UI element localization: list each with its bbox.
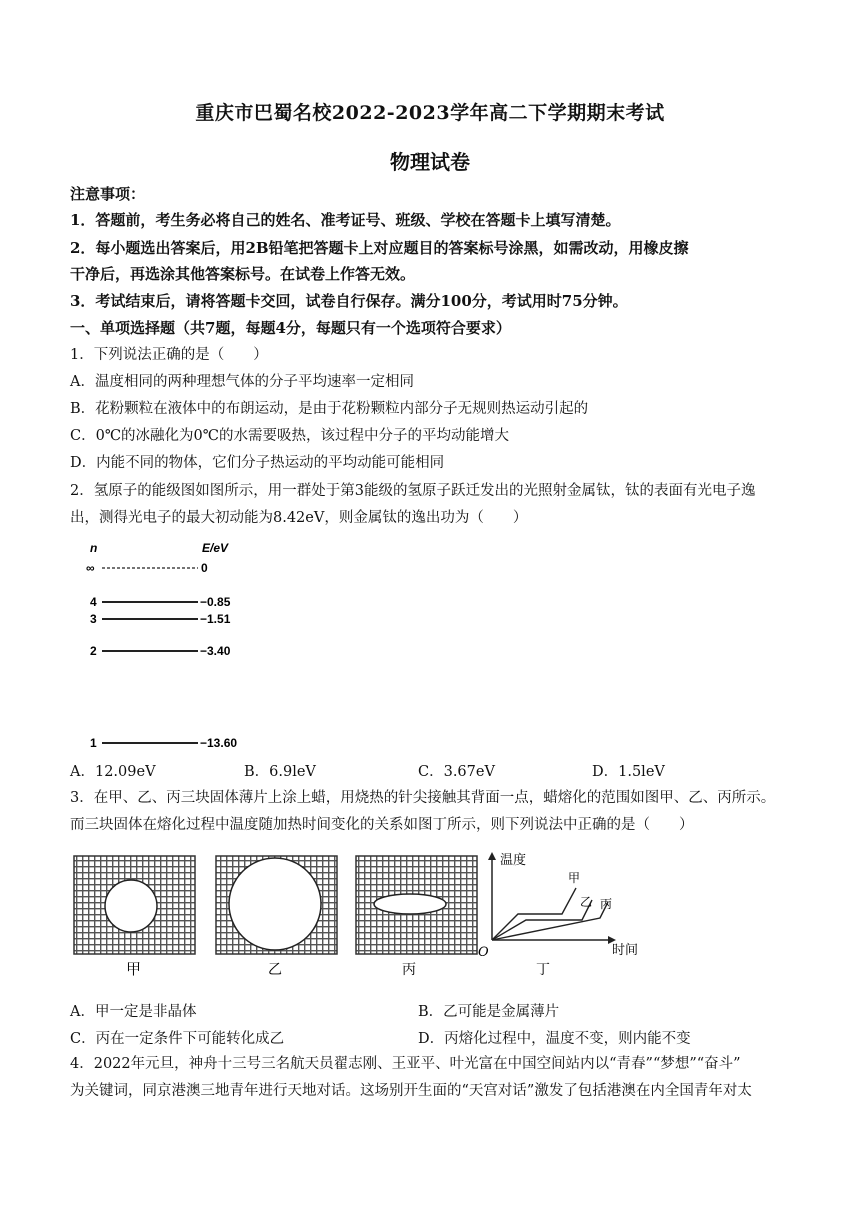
level-n-2: 2 (90, 644, 97, 658)
curve-yi (492, 900, 592, 940)
q2-stem-2: 出，测得光电子的最大初动能为8.42eV，则金属钛的逸出功为（ ） (70, 510, 528, 526)
q2-option-c: C．3.67eV (418, 764, 495, 780)
level-n-inf: ∞ (86, 561, 95, 575)
q2-option-a: A．12.09eV (70, 764, 156, 780)
fig-label-jia: 甲 (126, 960, 142, 978)
note-item-3: 3．考试结束后，请将答题卡交回，试卷自行保存。满分100分，考试用时75分钟。 (70, 292, 628, 310)
exam-subtitle: 物理试卷 (390, 150, 470, 174)
y-axis-arrow-icon (488, 852, 496, 860)
fig-label-bing: 丙 (402, 962, 416, 978)
q4-line-1: 4．2022年元旦，神舟十三号三名航天员翟志刚、王亚平、叶光富在中国空间站内以“青春”“梦想”“奋斗” (70, 1056, 741, 1072)
figure-ding-graph (478, 852, 638, 978)
graph-x-label: 时间 (612, 943, 639, 958)
q2-option-d: D．1.5leV (592, 764, 665, 780)
level-e-1: −13.60 (200, 736, 238, 750)
fig-label-ding: 丁 (536, 962, 550, 978)
figure-bing (356, 856, 477, 978)
q1-option-b: B．花粉颗粒在液体中的布朗运动，是由于花粉颗粒内部分子无规则热运动引起的 (70, 401, 589, 417)
figure-yi (216, 856, 337, 978)
q3-stem-1: 3．在甲、乙、丙三块固体薄片上涂上蜡，用烧热的针尖接触其背面一点，蜡熔化的范围如图甲、乙、丙所示。 (70, 790, 776, 806)
q3-option-a: A．甲一定是非晶体 (70, 1004, 197, 1020)
section-heading: 一、单项选择题（共7题，每题4分，每题只有一个选项符合要求） (70, 319, 511, 337)
q1-option-a: A．温度相同的两种理想气体的分子平均速率一定相同 (70, 374, 414, 390)
q3-stem-2: 而三块固体在熔化过程中温度随加热时间变化的关系如图丁所示，则下列说法中正确的是（ ） (70, 817, 694, 833)
graph-origin: O (478, 945, 489, 960)
notes-heading: 注意事项： (70, 185, 146, 203)
q3-figures (70, 848, 660, 980)
curve-label-jia: 甲 (568, 871, 581, 885)
diagram-n-header: n (90, 541, 98, 555)
note-item-2b: 干净后，再选涂其他答案标号。在试卷上作答无效。 (70, 265, 416, 283)
q4-line-2: 为关键词，同京港澳三地青年进行天地对话。这场别开生面的“天宫对话”激发了包括港澳在内全国青年对太 (70, 1083, 752, 1099)
diagram-e-header: E/eV (202, 541, 229, 555)
graph-y-label: 温度 (500, 853, 527, 868)
q3-option-c: C．丙在一定条件下可能转化成乙 (70, 1031, 285, 1047)
q2-option-b: B．6.9leV (244, 764, 316, 780)
q1-option-d: D．内能不同的物体，它们分子热运动的平均动能可能相同 (70, 455, 445, 471)
q2-stem-1: 2．氢原子的能级图如图所示，用一群处于第3能级的氢原子跃迁发出的光照射金属钛，钛的表面有光电子逸 (70, 483, 756, 499)
figure-jia (74, 856, 195, 978)
q1-stem: 1．下列说法正确的是（ ） (70, 347, 268, 363)
level-e-3: −1.51 (200, 612, 231, 626)
note-item-1: 1．答题前，考生务必将自己的姓名、准考证号、班级、学校在答题卡上填写清楚。 (70, 211, 621, 229)
level-n-4: 4 (90, 595, 97, 609)
note-item-2a: 2．每小题选出答案后，用2B铅笔把答题卡上对应题目的答案标号涂黑，如需改动，用橡皮擦 (70, 239, 689, 257)
exam-title: 重庆市巴蜀名校2022-2023学年高二下学期期末考试 (195, 102, 665, 124)
energy-level-diagram (84, 538, 264, 760)
level-e-inf: 0 (201, 561, 208, 575)
level-e-2: −3.40 (200, 644, 231, 658)
level-n-1: 1 (90, 736, 97, 750)
q1-option-c: C．0℃的冰融化为0℃的水需要吸热，该过程中分子的平均动能增大 (70, 428, 509, 444)
q3-option-d: D．丙熔化过程中，温度不变，则内能不变 (418, 1031, 691, 1047)
curve-label-bing: 丙 (600, 897, 613, 911)
level-e-4: −0.85 (200, 595, 231, 609)
curve-label-yi: 乙 (580, 895, 593, 909)
level-n-3: 3 (90, 612, 97, 626)
q3-option-b: B．乙可能是金属薄片 (418, 1004, 560, 1020)
fig-label-yi: 乙 (268, 962, 282, 978)
